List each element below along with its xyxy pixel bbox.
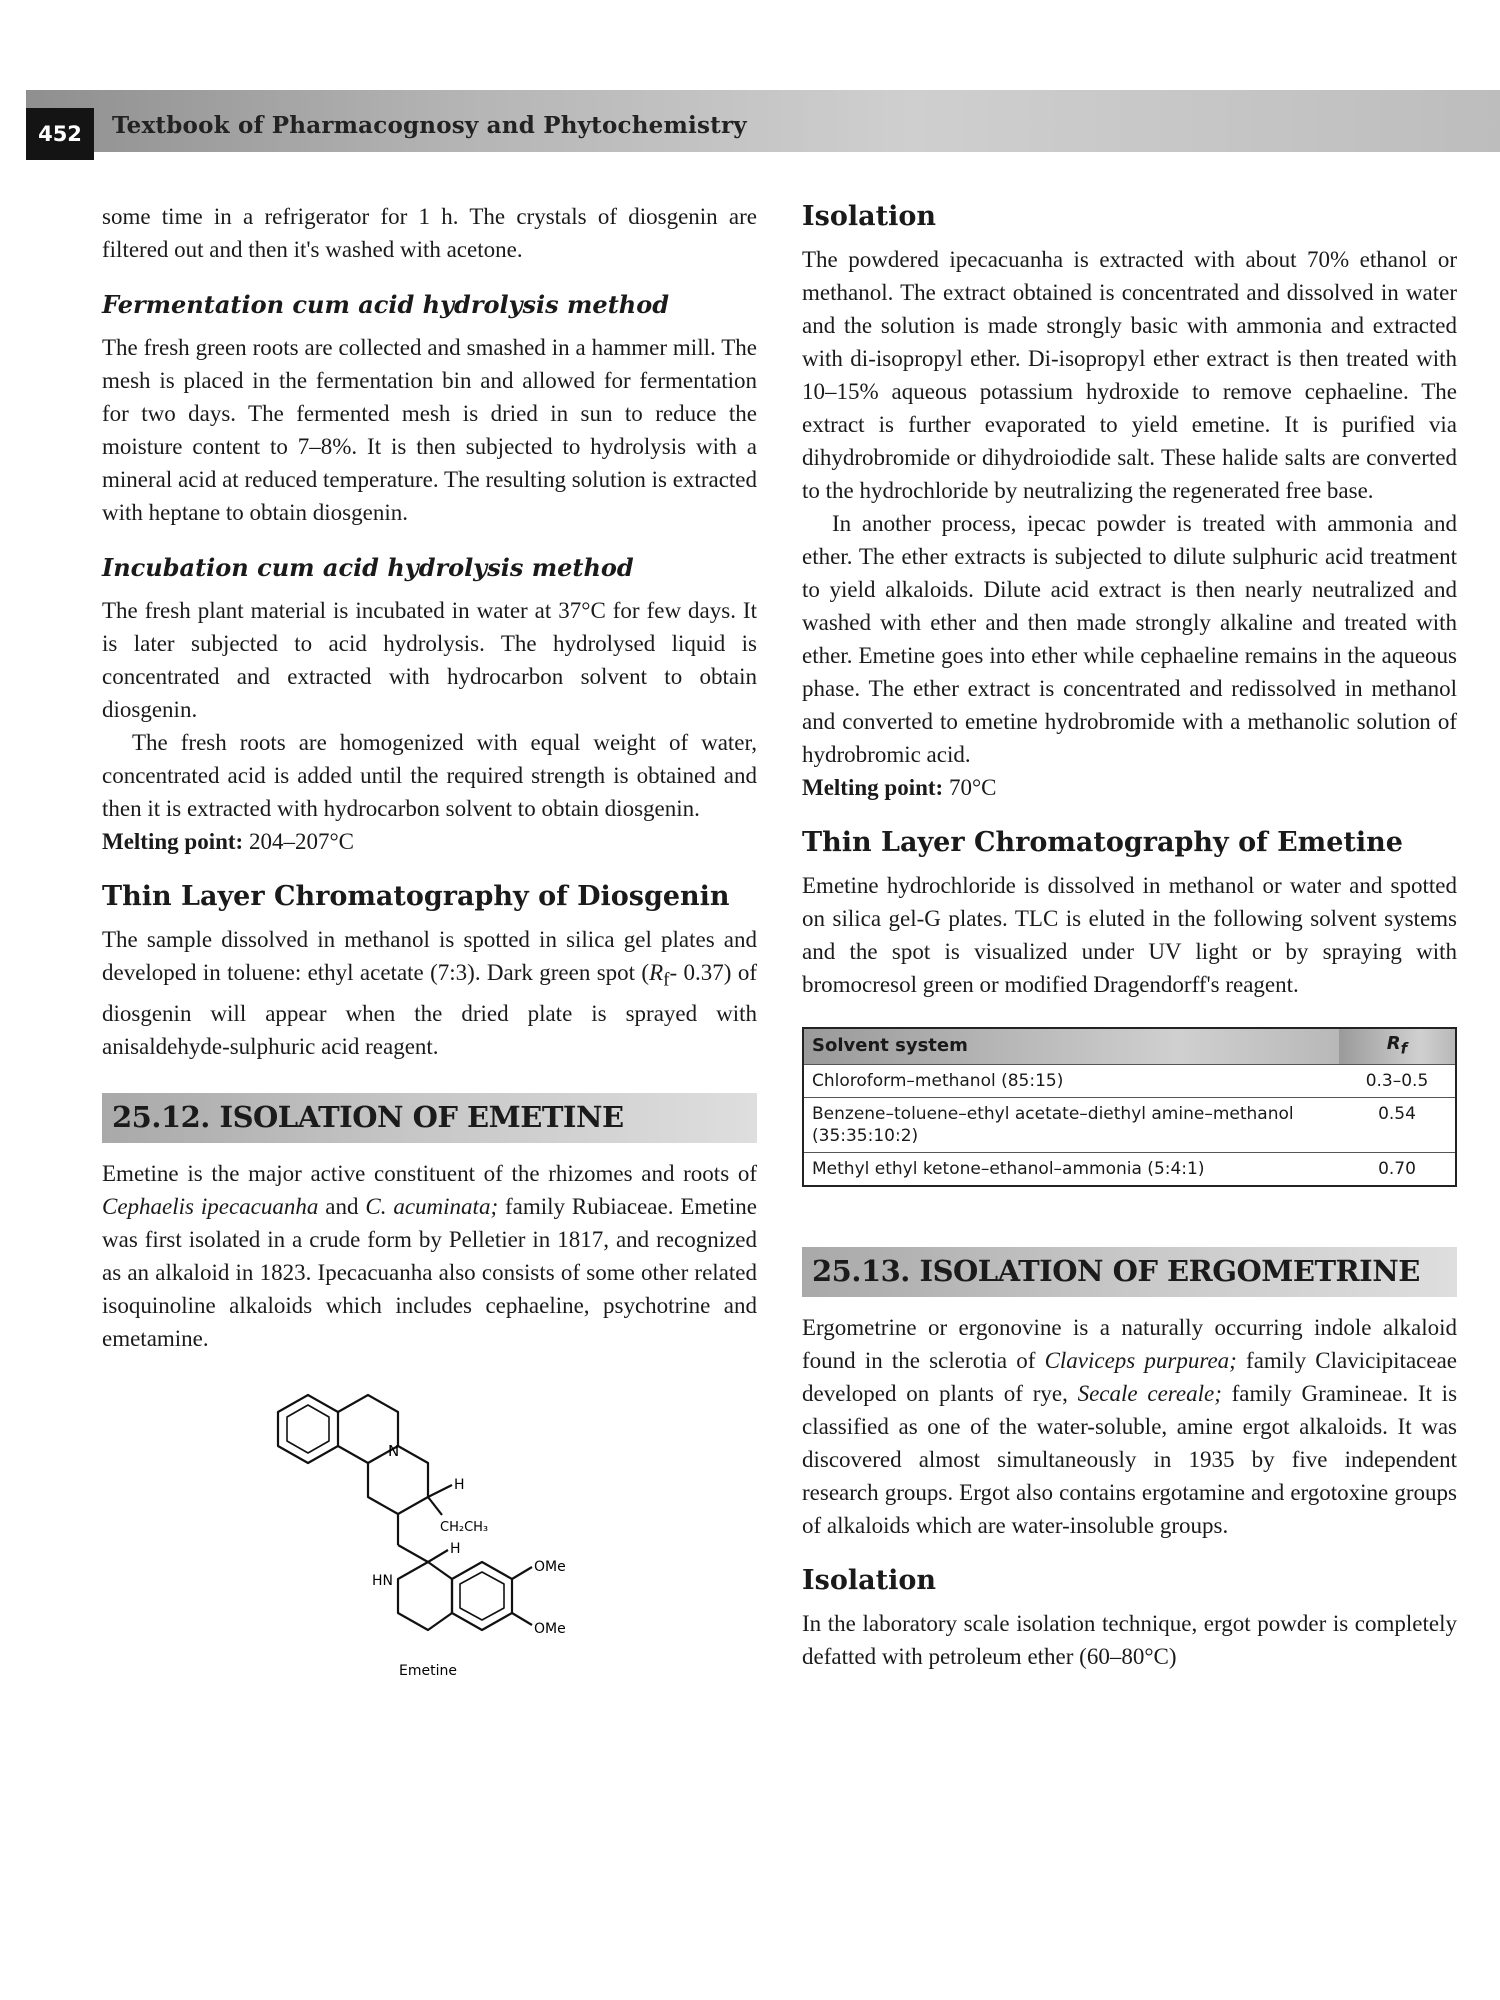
melting-point-value: 204–207°C [248,829,354,854]
tlc-emetine-heading: Thin Layer Chromatography of Emetine [802,827,1403,858]
label-ome-1: OMe [534,1558,566,1575]
bond-linker-2 [398,1545,428,1562]
isolation-paragraph-1: The powdered ipecacuanha is extracted with about 70% ethanol or methanol. The extract obtained is concentrated and dissolved in water and the solution is made strongly basic with ammonia and extracted with di-isopropyl ether. Di-isopropyl ether extract is then treated with 10–15% aqueous potassium hydroxide to remove cephaeline. The extract is further evaporated to yield emetine. It is purified via dihydrobromide or dihydroiodide salt. These halide salts are converted to the hydrochloride by neutralizing the regenerated free base. [802,247,1457,503]
solvent-cell: Benzene–toluene–ethyl acetate–diethyl amine–methanol (35:35:10:2) [803,1097,1339,1152]
rf-sub: f [1400,1039,1408,1058]
emetine-text-a: Emetine is the major active constituent of the rhizomes and roots of [102,1160,757,1186]
species-claviceps: Claviceps purpurea; [1044,1347,1237,1373]
right-column [802,200,1457,1673]
benzene-ring-e-inner [460,1572,504,1620]
incubation-paragraph-1: The fresh plant material is incubated in water at 37°C for few days. It is later subjected to acid hydrolysis. The hydrolysed liquid is concentrated and extracted with hydrocarbon solvent to obtain diosgenin. [102,598,757,722]
melting-point-label: Melting point: [102,829,244,854]
solvent-cell: Chloroform–methanol (85:15) [803,1064,1339,1097]
ergometrine-paragraph [802,1311,1457,1542]
bond-ome-1 [512,1567,532,1579]
running-title: Textbook of Pharmacognosy and Phytochemistry [112,112,747,139]
tlc-diosgenin-text-a: The sample dissolved in methanol is spotted in silica gel plates and developed in toluene: ethyl acetate (7:3). Dark green spot ( [102,927,757,985]
ring-d [398,1562,452,1630]
isolation-heading-2: Isolation [802,1564,936,1596]
left-column [102,200,757,1744]
tlc-diosgenin-text-b: - 0.37) of diosgenin will appear when the dried plate is sprayed with anisaldehyde-sulphuric acid reagent. [102,960,757,1059]
tlc-diosgenin-heading: Thin Layer Chromatography of Diosgenin [102,881,730,912]
diosgenin-melting-point [102,825,757,858]
label-hn: HN [372,1572,393,1589]
emetine-text-b: and [318,1193,366,1219]
melting-point-value: 70°C [948,775,997,800]
ergometrine-section-heading: 25.13. ISOLATION OF ERGOMETRINE [802,1247,1457,1297]
melting-point-label: Melting point: [802,775,944,800]
emetine-structure [102,1375,757,1735]
label-h2: H [450,1540,461,1557]
column-header-solvent: Solvent system [803,1028,1339,1064]
column-header-rf [1339,1028,1456,1064]
emetine-intro-paragraph [102,1157,757,1355]
label-h1: H [454,1476,465,1493]
species-cephaelis: Cephaelis ipecacuanha [102,1193,319,1219]
table-row [803,1152,1456,1186]
label-ome-2: OMe [534,1620,566,1637]
tlc-emetine-paragraph: Emetine hydrochloride is dissolved in methanol or water and spotted on silica gel-G plates. TLC is eluted in the following solvent systems and the spot is visualized under UV light or by spraying with bromocresol green or modified Dragendorff's reagent. [802,873,1457,997]
bond-ome-2 [512,1613,532,1625]
solvent-cell: Methyl ethyl ketone–ethanol–ammonia (5:4:1) [803,1152,1339,1186]
emetine-melting-point [802,771,1457,804]
isolation-ergometrine-paragraph: In the laboratory scale isolation technique, ergot powder is completely defatted with petroleum ether (60–80°C) [802,1610,1457,1669]
bond-h2 [428,1550,448,1562]
rf-cell: 0.54 [1339,1097,1456,1152]
rf-r: R [1386,1033,1401,1054]
tlc-diosgenin-paragraph [102,923,757,1063]
intro-paragraph: some time in a refrigerator for 1 h. The crystals of diosgenin are filtered out and then it's washed with acetone. [102,204,757,262]
rf-sub: f [663,969,670,991]
species-acuminata: C. acuminata; [365,1193,499,1219]
species-secale: Secale cereale; [1077,1380,1222,1406]
emetine-section-heading: 25.12. ISOLATION OF EMETINE [102,1093,757,1143]
incubation-heading: Incubation cum acid hydrolysis method [102,553,634,582]
emetine-text-c: family Rubiaceae. Emetine was first isolated in a crude form by Pelletier in 1817, and recognized as an alkaloid in 1823. Ipecacuanha also consists of some other related isoquinoline alkaloids which includes cephaeline, psychotrine and emetamine. [102,1193,757,1351]
page-number: 452 [26,108,94,160]
table-row [803,1064,1456,1097]
fermentation-paragraph: The fresh green roots are collected and smashed in a hammer mill. The mesh is placed in the fermentation bin and allowed for fermentation for two days. The fermented mesh is dried in sun to reduce the moisture content to 7–8%. It is then subjected to hydrolysis with a mineral acid at reduced temperature. The resulting solution is extracted with heptane to obtain diosgenin. [102,335,757,525]
ergometrine-text-b: family Clavicipitaceae developed on plants of rye, [802,1347,1457,1406]
label-ethyl: CH₂CH₃ [440,1519,489,1535]
structure-caption: Emetine [399,1662,457,1679]
ergometrine-text-c: family Gramineae. It is classified as one of the water-soluble, amine ergot alkaloids. It was discovered almost simultaneously in 1935 by five independent research groups. Ergot also contains ergotamine and ergotoxine groups of alkaloids which are water-insoluble groups. [802,1380,1458,1538]
incubation-paragraph-2: The fresh roots are homogenized with equal weight of water, concentrated acid is added until the required strength is obtained and then it is extracted with hydrocarbon solvent to obtain diosgenin. [102,730,757,821]
tlc-solvent-table [802,1027,1457,1187]
bond-h1 [428,1485,452,1497]
rf-cell: 0.70 [1339,1152,1456,1186]
rf-r: R [649,960,664,985]
bond-ethyl [428,1497,442,1515]
rf-cell: 0.3–0.5 [1339,1064,1456,1097]
isolation-heading-1: Isolation [802,201,936,232]
table-row [803,1097,1456,1152]
table-header-row [803,1028,1456,1064]
fermentation-heading: Fermentation cum acid hydrolysis method [102,290,670,319]
ergometrine-text-a: Ergometrine or ergonovine is a naturally occurring indole alkaloid found in the sclerotia of [802,1314,1457,1373]
benzene-ring-a-inner [287,1405,329,1453]
isolation-paragraph-2: In another process, ipecac powder is treated with ammonia and ether. The ether extracts is subjected to dilute sulphuric acid treatment to yield alkaloids. Dilute acid extract is then nearly neutralized and washed with ether and then made strongly alkaline and treated with ether. Emetine goes into ether while cephaeline remains in the aqueous phase. The ether extract is concentrated and redissolved in methanol and converted to emetine hydrobromide with a methanolic solution of hydrobromic acid. [802,511,1457,767]
label-n: N [388,1441,400,1460]
